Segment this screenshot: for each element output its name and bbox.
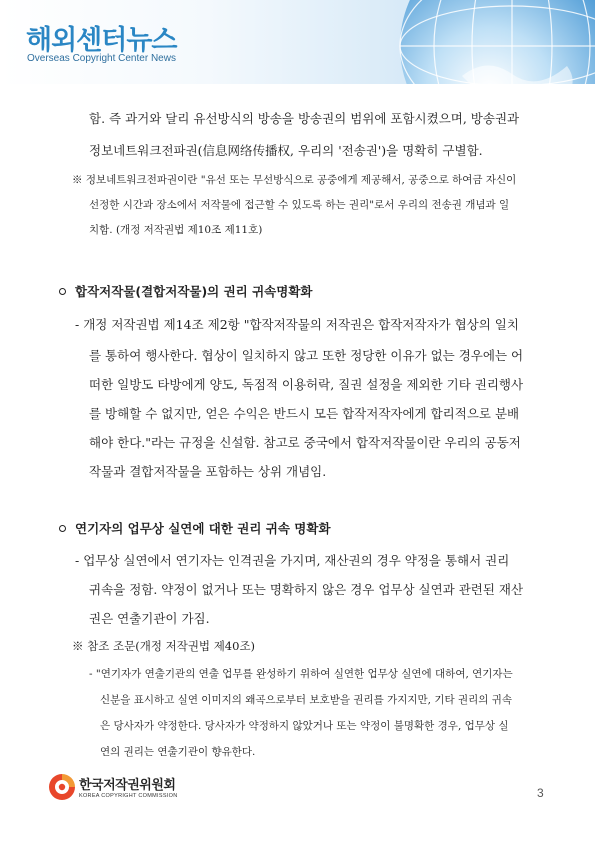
- paragraph-line: - 업무상 실연에서 연기자는 인격권을 가지며, 재산권의 경우 약정을 통해서 권리: [75, 553, 510, 568]
- page-number: 3: [537, 786, 544, 800]
- globe-icon: [392, 0, 595, 84]
- reference-label: ※ 참조 조문(개정 저작권법 제40조): [72, 639, 256, 653]
- paragraph-line: 작물과 결합저작물을 포함하는 상위 개념임.: [89, 464, 327, 479]
- paragraph-line: 귀속을 정함. 약정이 없거나 또는 명확하지 않은 경우 업무상 실연과 관련된 재산: [89, 582, 524, 597]
- paragraph-line: 함. 즉 과거와 달리 유선방식의 방송을 방송권의 범위에 포함시켰으며, 방송권과: [89, 111, 520, 126]
- reference-line: 은 당사자가 약정한다. 당사자가 약정하지 않았거나 또는 약정이 불명확한 경우, 업무상 실: [100, 720, 509, 732]
- reference-line: 신분을 표시하고 실연 이미지의 왜곡으로부터 보호받을 권리를 가지지만, 기타 권리의 귀속: [100, 694, 513, 706]
- paragraph-line: 떠한 일방도 타방에게 양도, 독점적 이용허락, 질권 설정을 제외한 기타 권리행사: [89, 377, 524, 392]
- section-heading: 연기자의 업무상 실연에 대한 권리 귀속 명확화: [75, 521, 331, 536]
- reference-line: 연의 권리는 연출기관이 향유한다.: [100, 746, 256, 758]
- paragraph-line: 권은 연출기관이 가짐.: [89, 611, 210, 626]
- note-line: ※ 정보네트워크전파권이란 "유선 또는 무선방식으로 공중에게 제공해서, 공중으로 하여금 자신이: [72, 174, 517, 186]
- footer-org-name-en: KOREA COPYRIGHT COMMISSION: [79, 793, 178, 799]
- bullet-circle-icon: [59, 288, 66, 295]
- paragraph-line: 해야 한다."라는 규정을 신설함. 참고로 중국에서 합작저작물이란 우리의 공동저: [89, 435, 521, 450]
- header-subtitle: Overseas Copyright Center News: [27, 53, 176, 64]
- header-title: 해외센터뉴스: [26, 25, 177, 56]
- page-header-banner: [0, 0, 595, 84]
- reference-line: - "연기자가 연출기관의 연출 업무를 완성하기 위하여 실연한 업무상 실연에 대하여, 연기자는: [89, 668, 513, 680]
- paragraph-line: 정보네트워크전파권(信息网络传播权, 우리의 '전송권')을 명확히 구별함.: [89, 143, 483, 158]
- paragraph-line: - 개정 저작권법 제14조 제2항 "합작저작물의 저작권은 합작저작자가 협상의 일치: [75, 317, 519, 332]
- paragraph-line: 를 통하여 행사한다. 협상이 일치하지 않고 또한 정당한 이유가 없는 경우에는 어: [89, 348, 524, 363]
- section-heading: 합작저작물(결합저작물)의 권리 귀속명확화: [75, 284, 313, 299]
- footer-org-name: 한국저작권위원회: [79, 778, 176, 793]
- note-line: 치함. (개정 저작권법 제10조 제11호): [89, 224, 263, 236]
- commission-logo-icon: [47, 772, 77, 802]
- paragraph-line: 를 방해할 수 없지만, 얻은 수익은 반드시 모든 합작저작자에게 합리적으로 분배: [89, 406, 520, 421]
- bullet-circle-icon: [59, 525, 66, 532]
- note-line: 선정한 시간과 장소에서 저작물에 접근할 수 있도록 하는 권리"로서 우리의 전송권 개념과 일: [89, 199, 510, 211]
